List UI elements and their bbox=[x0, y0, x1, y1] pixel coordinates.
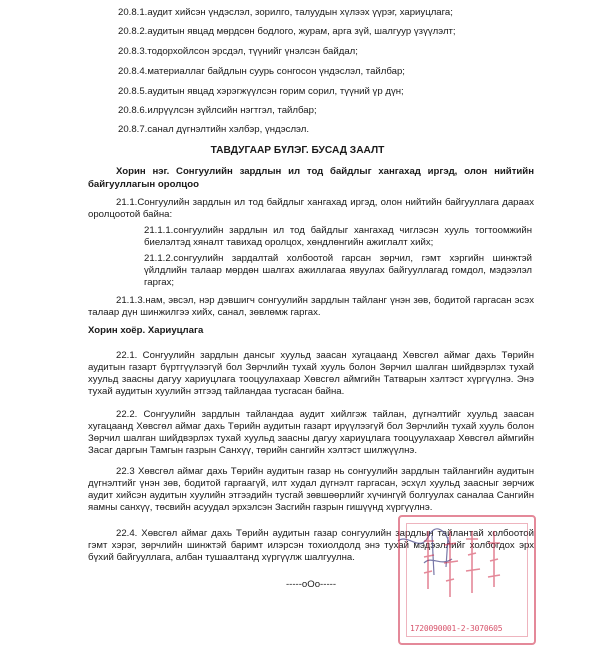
end-mark: -----оОо----- bbox=[285, 579, 337, 590]
chapter-heading: ТАВДУГААР БҮЛЭГ. БУСАД ЗААЛТ bbox=[210, 145, 385, 156]
paragraph-21-1-3: 21.1.3.нам, эвсэл, нэр дэвшигч сонгуулийн зардлын тайланг үнэн зөв, бодитой гаргасан эсэх талаар дүн шинжилгээ хийх, санал, зөвлөмж гаргах. bbox=[88, 295, 534, 318]
list-item-20-8-5: 20.8.5.аудитын явцад хэрэгжүүлсэн горим сорил, түүний үр дүн; bbox=[118, 86, 404, 97]
paragraph-22-1: 22.1. Сонгуулийн зардлын дансыг хуульд заасан хугацаанд Хөвсгөл аймаг дахь Төрийн аудитын газарт бүртгүүлээгүй бол Зөрчлийн тухай хууль болон Зөрчил шалган шийдвэрлэх тухай хуульд заасны дагуу хариуцлага тооцуулахаар Хөвсгөл аймгийн Татварын хэлтэст хүргүүлнэ. Энэ тухай аудитын хуулийн этгээд тайландаа тусгасан байна. bbox=[88, 350, 534, 397]
list-item-20-8-6: 20.8.6.илрүүлсэн зүйлсийн нэгтгэл, тайлбар; bbox=[118, 105, 317, 116]
paragraph-22-3: 22.3 Хөвсгөл аймаг дахь Төрийн аудитын газар нь сонгуулийн зардлын тайлангийн аудитын дүгнэлтийг үнэн зөв, бодитой гаргаагүй, илт худал дүгнэлт гаргасан, эсхүл хуульд заасныг зөрчиж аудит хийсэн аудитын хуулийн этгээдийн тусгай зөвшөөрлийг хүчингүй болгуулах саналаа Сангийн яамны санхүү, төсвийн асуудал эрхэлсэн Засгийн газрын гишүүнд хүргүүлнэ. bbox=[88, 466, 534, 513]
list-item-20-8-3: 20.8.3.тодорхойлсон эрсдэл, түүнийг үнэлсэн байдал; bbox=[118, 46, 358, 57]
list-item-20-8-4: 20.8.4.материаллаг байдлын суурь сонгосон үндэслэл, тайлбар; bbox=[118, 66, 405, 77]
list-item-20-8-2: 20.8.2.аудитын явцад мөрдсөн бодлого, журам, арга зүй, шалгуур үзүүлэлт; bbox=[118, 26, 456, 37]
article-22-title: Хорин хоёр. Хариуцлага bbox=[88, 325, 204, 336]
paragraph-21-1-2: 21.1.2.сонгуулийн зардалтай холбоотой гарсан зөрчил, гэмт хэргийн шинжтэй үйлдлийн талаар мөрдөн шалгах ажиллагаа явуулах байгууллагад гомдол, мэдээлэл гаргах; bbox=[144, 253, 532, 288]
list-item-20-8-7: 20.8.7.санал дүгнэлтийн хэлбэр, үндэслэл. bbox=[118, 124, 309, 135]
list-item-20-8-1: 20.8.1.аудит хийсэн үндэслэл, зорилго, талуудын хүлээх үүрэг, хариуцлага; bbox=[118, 7, 453, 18]
paragraph-21-1-1: 21.1.1.сонгуулийн зардлын ил тод байдлыг хангахад чиглэсэн хууль тогтоомжийн биелэлтэд хяналт тавихад оролцох, хөндлөнгийн ажиглалт хийх; bbox=[144, 225, 532, 248]
paragraph-22-2: 22.2. Сонгуулийн зардлын тайландаа аудит хийлгэж тайлан, дүгнэлтийг хуульд заасан хугацаанд Хөвсгөл аймаг дахь Төрийн аудитын газарт ирүүлээгүй бол Зөрчлийн тухай хууль болон Зөрчил шалган шийдвэрлэх тухай хуульд заасны дагуу хариуцлага тооцуулахаар Хөвсгөл аймгийн Засаг даргын Тамгын газрын Санхүү, төрийн сангийн хэлтэст шилжүүлнэ. bbox=[88, 409, 534, 456]
stamp-serial-number: 1720090001-2-3070605 bbox=[410, 624, 503, 633]
previous-page-text bbox=[70, 0, 540, 4]
paragraph-22-4: 22.4. Хөвсгөл аймаг дахь Төрийн аудитын газар сонгуулийн зардлын тайлантай холбоотой гэмт хэрэг, зөрчлийн шинжтэй баримт илэрсэн тохиолдолд энэ тухай мэдээллийг холбогдох эрх бүхий байгууллага, албан тушаалтанд хүргүүлж шалгуулна. bbox=[88, 528, 534, 563]
paragraph-21-1: 21.1.Сонгуулийн зардлын ил тод байдлыг хангахад иргэд, олон нийтийн байгууллага дараах оролцоотой байна: bbox=[88, 197, 534, 220]
article-21-title: Хорин нэг. Сонгуулийн зардлын ил тод байдлыг хангахад иргэд, олон нийтийн байгууллагын оролцоо bbox=[88, 166, 534, 190]
